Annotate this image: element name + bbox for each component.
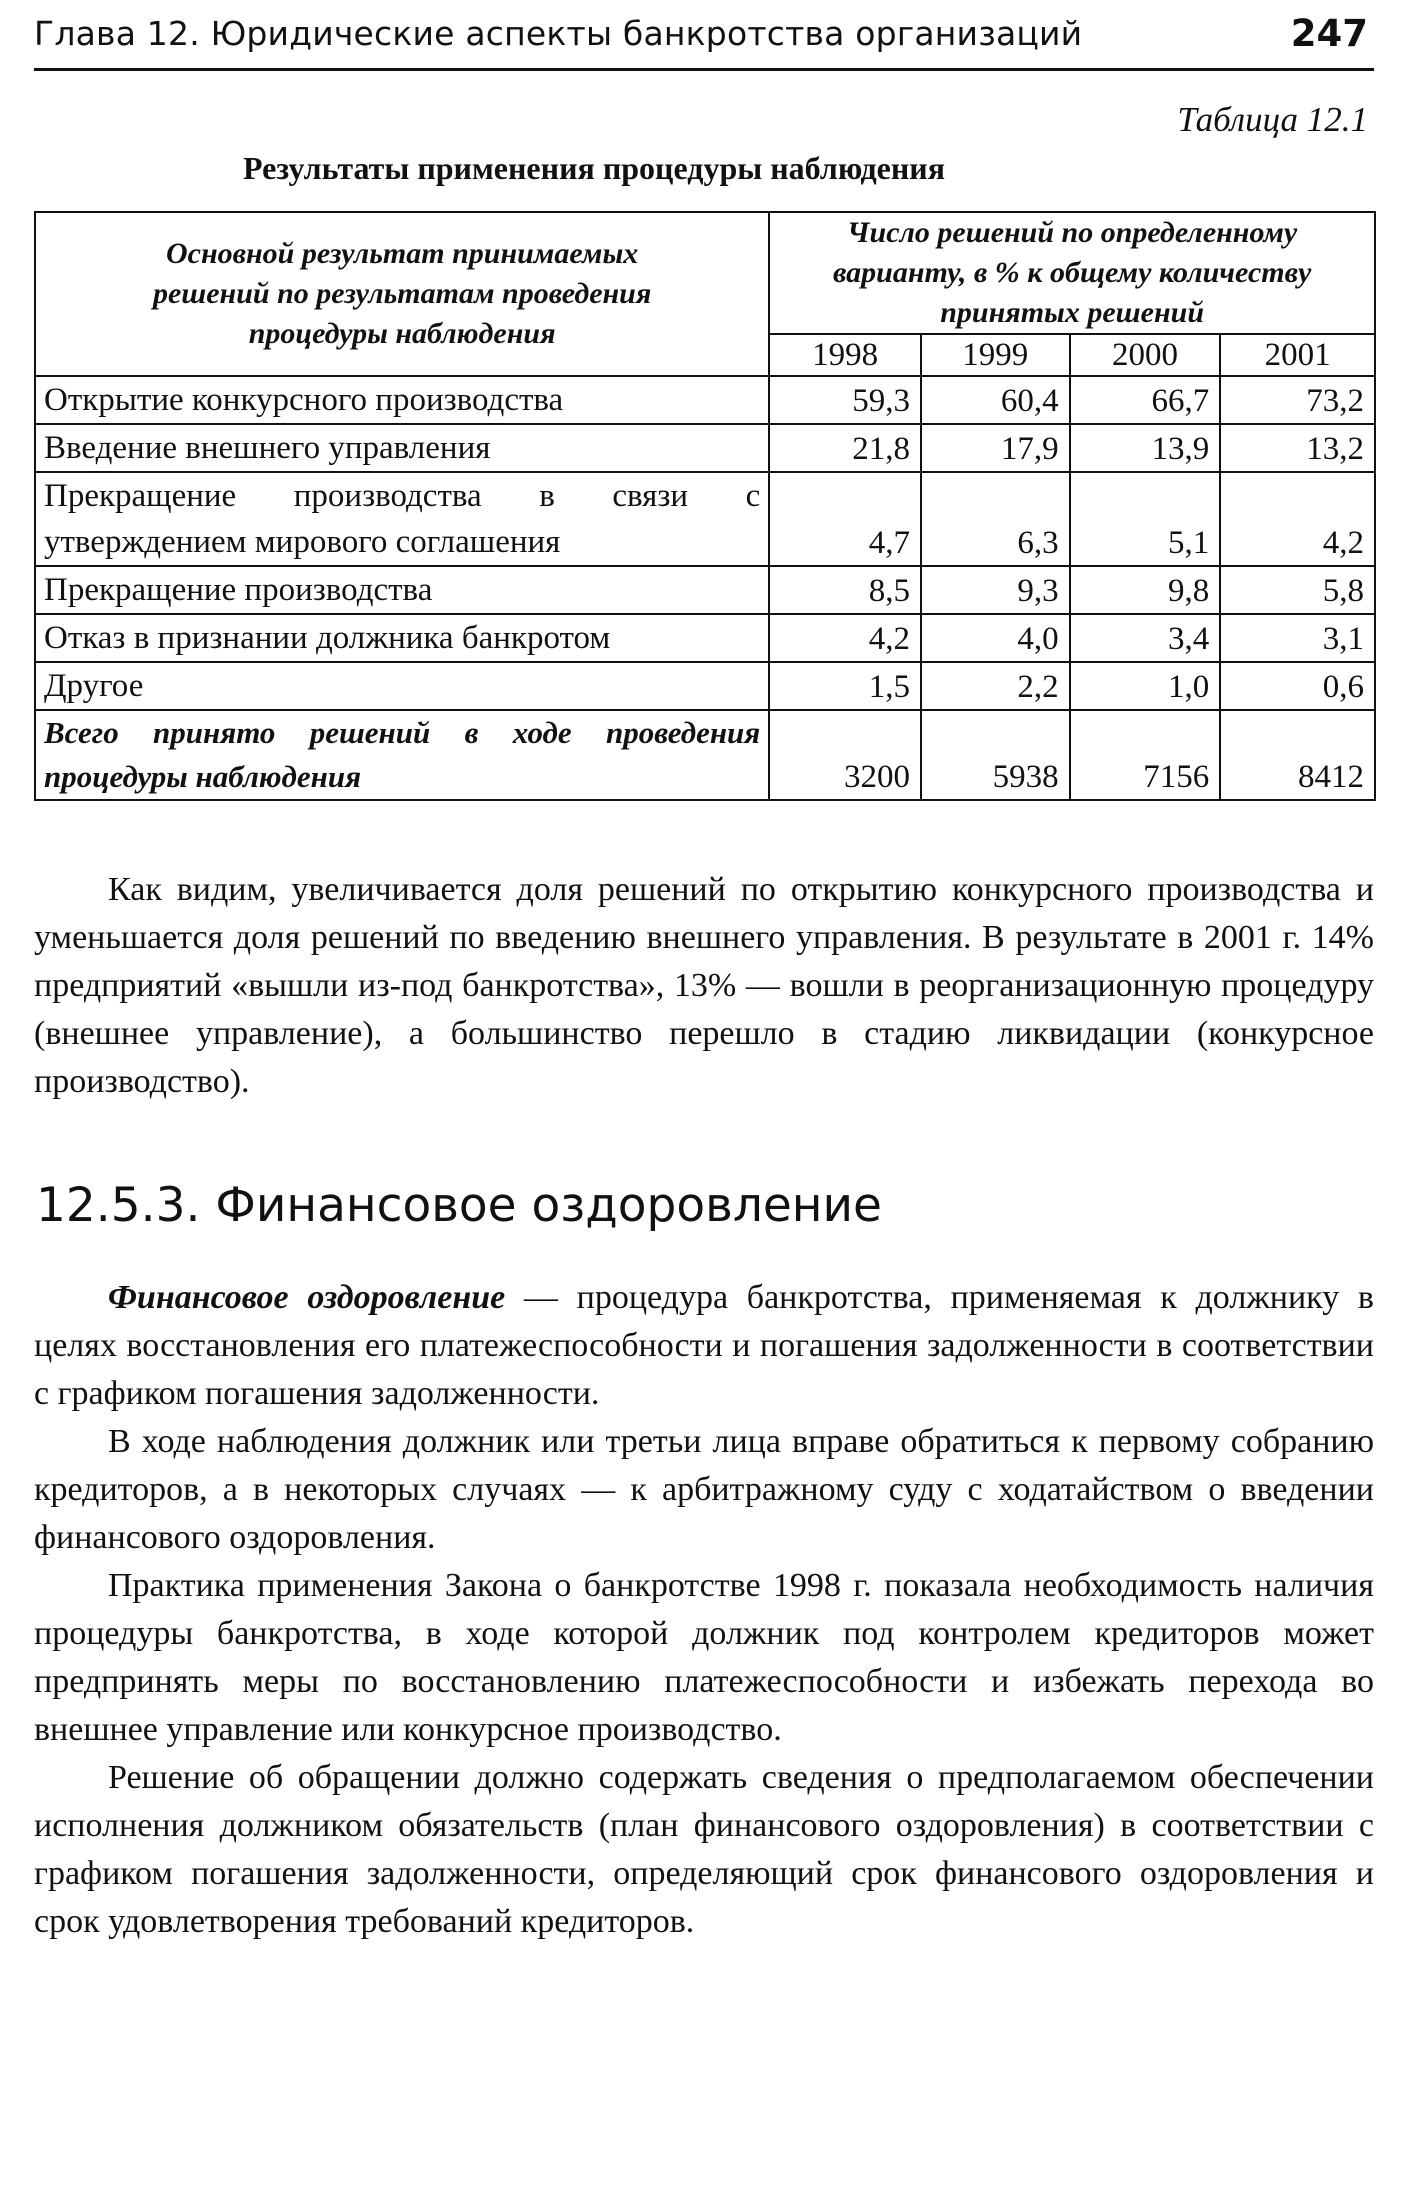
row-value: 73,2: [1220, 376, 1375, 424]
row-value: 1,5: [769, 662, 921, 710]
row-label: Другое: [35, 662, 769, 710]
table-total-row: [35, 710, 1375, 800]
total-value: 8412: [1220, 710, 1375, 800]
paragraph: Как видим, увеличивается доля решений по открытию конкурсного производства и уменьшается доля решений по введению внешнего управления. В результате в 2001 г. 14% предприятий «вышли из-под банкротства», 13% — вошли в реорганизационную процедуру (внешнее управление), а большинство перешло в стадию ликвидации (конкурсное производство).: [34, 871, 1374, 1100]
row-value: 8,5: [769, 566, 921, 614]
paragraph: Решение об обращении должно содержать сведения о предполагаемом обеспечении исполнения должником обязательств (план финансового оздоровления) в соответствии с графиком погашения задолженности, определяющий срок финансового оздоровления и срок удовлетворения требований кредиторов.: [34, 1759, 1374, 1940]
row-value: 4,7: [769, 472, 921, 566]
table-title: Результаты применения процедуры наблюдения: [242, 150, 946, 186]
definition-text: — процедура банкротства, применяемая к должнику в целях восстановления его платежеспособности и погашения задолженности в соответствии с графиком погашения задолженности.: [34, 1279, 1374, 1412]
row-label: Открытие конкурсного производства: [35, 376, 769, 424]
row-value: 66,7: [1070, 376, 1221, 424]
year-header: 1999: [921, 334, 1070, 376]
row-value: 5,1: [1070, 472, 1221, 566]
table-row: [35, 662, 1375, 710]
defined-term: Финансовое оздоровление: [108, 1279, 506, 1316]
row-value: 6,3: [921, 472, 1070, 566]
column-header-group: Число решений по определенному варианту, в % к общему количеству принятых решений: [769, 212, 1375, 334]
row-value: 4,0: [921, 614, 1070, 662]
row-label: Прекращение производства: [35, 566, 769, 614]
row-value: 4,2: [1220, 472, 1375, 566]
row-value: 0,6: [1220, 662, 1375, 710]
paragraph: В ходе наблюдения должник или третьи лица вправе обратиться к первому собранию кредиторов, а в некоторых случаях — к арбитражному суду с ходатайством о введении финансового оздоровления.: [34, 1423, 1374, 1556]
row-value: 9,3: [921, 566, 1070, 614]
total-value: 3200: [769, 710, 921, 800]
table-row: [35, 472, 1375, 566]
row-value: 5,8: [1220, 566, 1375, 614]
paragraph: [34, 1274, 1374, 1418]
row-label: Прекращение производства в связи с утверждением мирового соглашения: [35, 472, 769, 566]
total-label: Всего принято решений в ходе проведения процедуры наблюдения: [35, 710, 769, 800]
paragraph: Практика применения Закона о банкротстве 1998 г. показала необходимость наличия процедуры банкротства, в ходе которой должник под контролем кредиторов может предпринять меры по восстановлению платежеспособности и избежать перехода во внешнее управление или конкурсное производство.: [34, 1567, 1374, 1748]
row-value: 1,0: [1070, 662, 1221, 710]
row-value: 3,4: [1070, 614, 1221, 662]
table-row: [35, 376, 1375, 424]
table-row: [35, 614, 1375, 662]
total-value: 7156: [1070, 710, 1221, 800]
row-value: 59,3: [769, 376, 921, 424]
row-label: Отказ в признании должника банкротом: [35, 614, 769, 662]
year-header: 1998: [769, 334, 921, 376]
table-row: [35, 424, 1375, 472]
row-value: 3,1: [1220, 614, 1375, 662]
row-value: 9,8: [1070, 566, 1221, 614]
row-value: 4,2: [769, 614, 921, 662]
year-header: 2000: [1070, 334, 1221, 376]
row-value: 60,4: [921, 376, 1070, 424]
total-value: 5938: [921, 710, 1070, 800]
body-text: [34, 1274, 1374, 1946]
row-value: 17,9: [921, 424, 1070, 472]
conclusion-text: [34, 866, 1374, 1106]
row-value: 13,2: [1220, 424, 1375, 472]
table-header-row: [35, 212, 1375, 334]
table-row: [35, 566, 1375, 614]
table-label: Таблица 12.1: [1177, 100, 1368, 139]
row-value: 2,2: [921, 662, 1070, 710]
running-title: Глава 12. Юридические аспекты банкротства организаций: [34, 14, 1083, 53]
results-table: [34, 211, 1376, 801]
row-label: Введение внешнего управления: [35, 424, 769, 472]
running-header: [34, 8, 1374, 71]
section-heading: 12.5.3. Финансовое оздоровление: [36, 1178, 882, 1233]
row-value: 13,9: [1070, 424, 1221, 472]
column-header-result: Основной результат принимаемых решений по результатам проведения процедуры наблюдения: [35, 212, 769, 376]
row-value: 21,8: [769, 424, 921, 472]
page-number: 247: [1290, 12, 1368, 55]
year-header: 2001: [1220, 334, 1375, 376]
